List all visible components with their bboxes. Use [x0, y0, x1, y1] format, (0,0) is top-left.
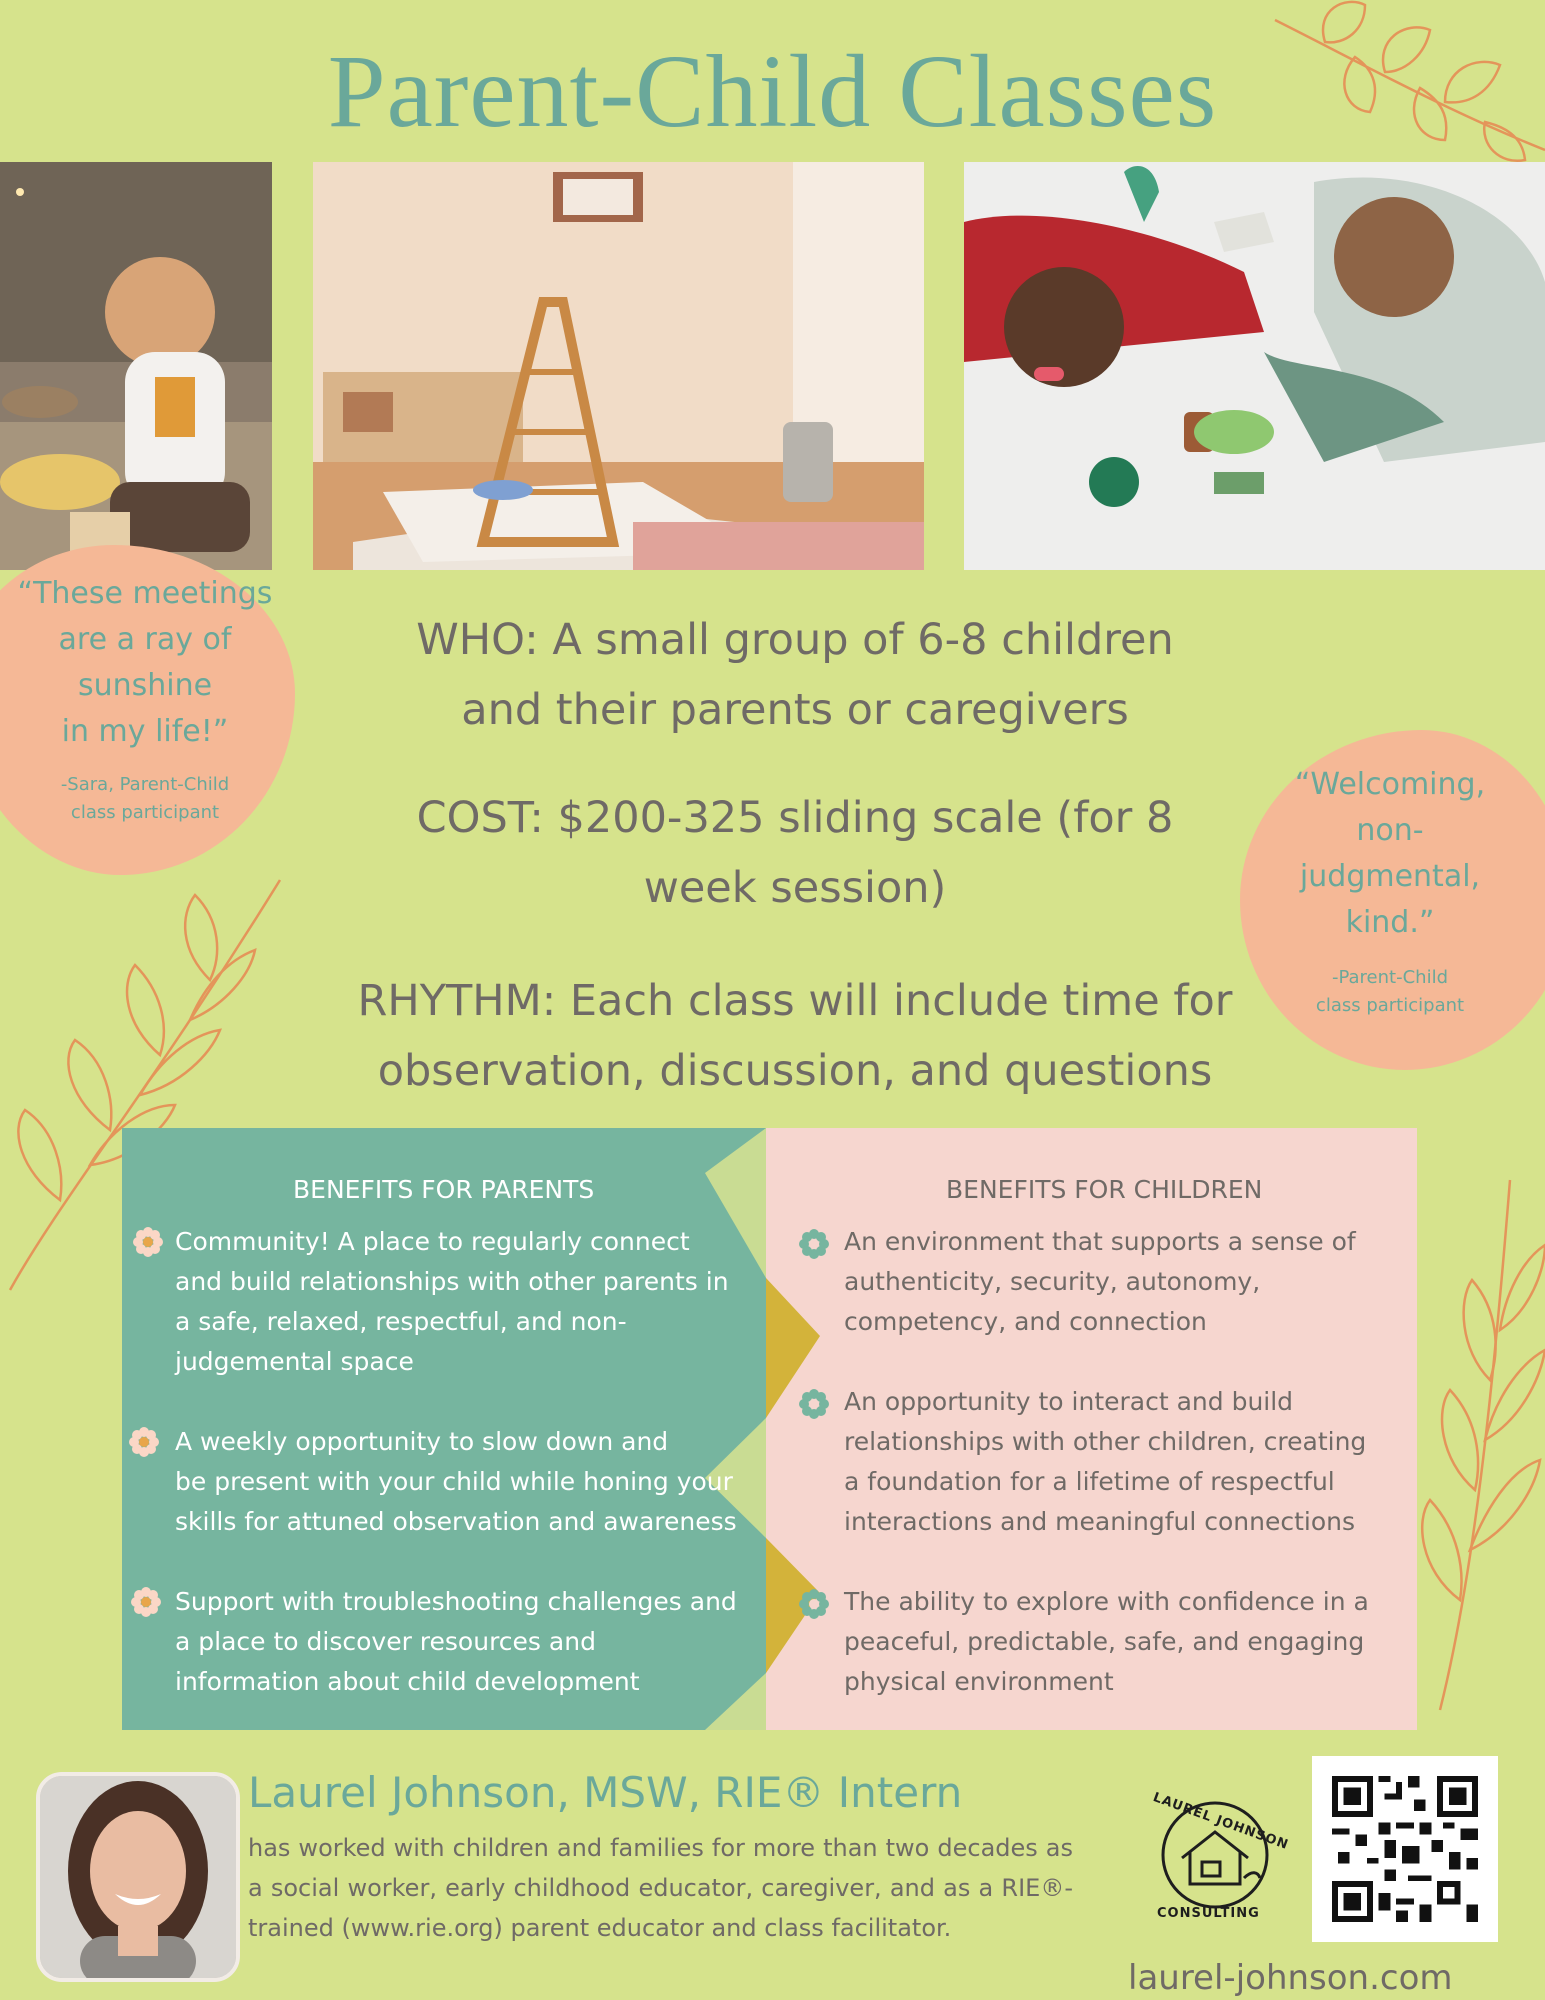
- cost-line: week session): [643, 863, 947, 913]
- qr-code[interactable]: [1312, 1756, 1498, 1942]
- benefit-line: a safe, relaxed, respectful, and non-: [175, 1307, 627, 1336]
- parent-benefit-item: [130, 1582, 770, 1702]
- flower-icon: [798, 1388, 830, 1420]
- facilitator-name: Laurel Johnson, MSW, RIE® Intern: [248, 1768, 963, 1817]
- benefit-line: judgemental space: [175, 1347, 414, 1376]
- quote-line: “These meetings: [17, 576, 273, 611]
- quote-attribution: class participant: [1315, 995, 1465, 1016]
- rhythm-section: [270, 966, 1320, 1106]
- cost-line: COST: $200-325 sliding scale (for 8: [416, 793, 1174, 843]
- rhythm-line: RHYTHM: Each class will include time for: [357, 976, 1233, 1026]
- quote-line: “Welcoming,: [1294, 767, 1486, 802]
- benefit-line: authenticity, security, autonomy,: [844, 1267, 1261, 1296]
- testimonial-bubble-left: [0, 545, 295, 875]
- benefit-line: An environment that supports a sense of: [844, 1227, 1356, 1256]
- cost-section: [300, 783, 1290, 923]
- quote-attribution: -Parent-Child: [1331, 967, 1448, 988]
- benefit-line: Community! A place to regularly connect: [175, 1227, 690, 1256]
- parent-benefit-item: [130, 1222, 770, 1382]
- quote-attribution: class participant: [70, 802, 220, 823]
- photo-classroom: [313, 162, 924, 570]
- flower-icon: [798, 1228, 830, 1260]
- photo-child-playing: [0, 162, 272, 570]
- avatar: [36, 1772, 240, 1982]
- who-line: WHO: A small group of 6-8 children: [416, 615, 1174, 665]
- benefits-parents-heading: BENEFITS FOR PARENTS: [293, 1175, 595, 1204]
- benefit-line: a place to discover resources and: [175, 1627, 596, 1656]
- qr-code-icon: [1332, 1776, 1478, 1922]
- flower-icon: [132, 1226, 164, 1258]
- child-benefit-item: [798, 1222, 1418, 1342]
- facilitator-bio: has worked with children and families for more than two decades as a social worker, early childhood educator, caregiver, and as a RIE®-trained (www.rie.org) parent educator and class facilitator.: [248, 1834, 1073, 1942]
- website-link[interactable]: laurel-johnson.com: [1128, 1958, 1453, 1998]
- quote-line: kind.”: [1345, 905, 1435, 940]
- benefit-line: peaceful, predictable, safe, and engaging: [844, 1627, 1365, 1656]
- benefit-line: An opportunity to interact and build: [844, 1387, 1294, 1416]
- benefit-line: A weekly opportunity to slow down and: [175, 1427, 669, 1456]
- child-benefit-item: [798, 1582, 1418, 1702]
- photo-children-toys: [964, 162, 1545, 570]
- benefit-line: skills for attuned observation and awareness: [175, 1507, 737, 1536]
- benefit-line: physical environment: [844, 1667, 1114, 1696]
- flower-icon: [798, 1588, 830, 1620]
- benefit-line: Support with troubleshooting challenges and: [175, 1587, 737, 1616]
- parent-benefit-item: [130, 1422, 770, 1542]
- benefit-line: a foundation for a lifetime of respectful: [844, 1467, 1335, 1496]
- flower-icon: [130, 1586, 162, 1618]
- rhythm-line: observation, discussion, and questions: [377, 1046, 1213, 1096]
- quote-attribution: -Sara, Parent-Child: [60, 774, 230, 795]
- quote-line: sunshine: [77, 668, 213, 703]
- quote-line: non-: [1356, 813, 1424, 848]
- quote-line: are a ray of: [58, 622, 232, 657]
- leaf-branch-icon: [1400, 1170, 1545, 1720]
- quote-line: in my life!”: [61, 714, 229, 749]
- who-section: [300, 605, 1290, 745]
- quote-line: judgmental,: [1299, 859, 1481, 894]
- page-title: Parent-Child Classes: [327, 34, 1218, 149]
- logo-text-top: LAUREL JOHNSON: [1150, 1790, 1291, 1854]
- logo-text-bottom: CONSULTING: [1157, 1906, 1260, 1921]
- benefit-line: relationships with other children, creating: [844, 1427, 1367, 1456]
- benefit-line: be present with your child while honing your: [175, 1467, 733, 1496]
- benefit-line: and build relationships with other parents in: [175, 1267, 729, 1296]
- flower-icon: [128, 1426, 160, 1458]
- benefit-line: interactions and meaningful connections: [844, 1507, 1356, 1536]
- who-line: and their parents or caregivers: [461, 685, 1129, 735]
- benefits-children-heading: BENEFITS FOR CHILDREN: [946, 1175, 1263, 1204]
- benefit-line: competency, and connection: [844, 1307, 1207, 1336]
- benefit-line: The ability to explore with confidence in a: [844, 1587, 1369, 1616]
- benefit-line: information about child development: [175, 1667, 640, 1696]
- child-benefit-item: [798, 1382, 1418, 1542]
